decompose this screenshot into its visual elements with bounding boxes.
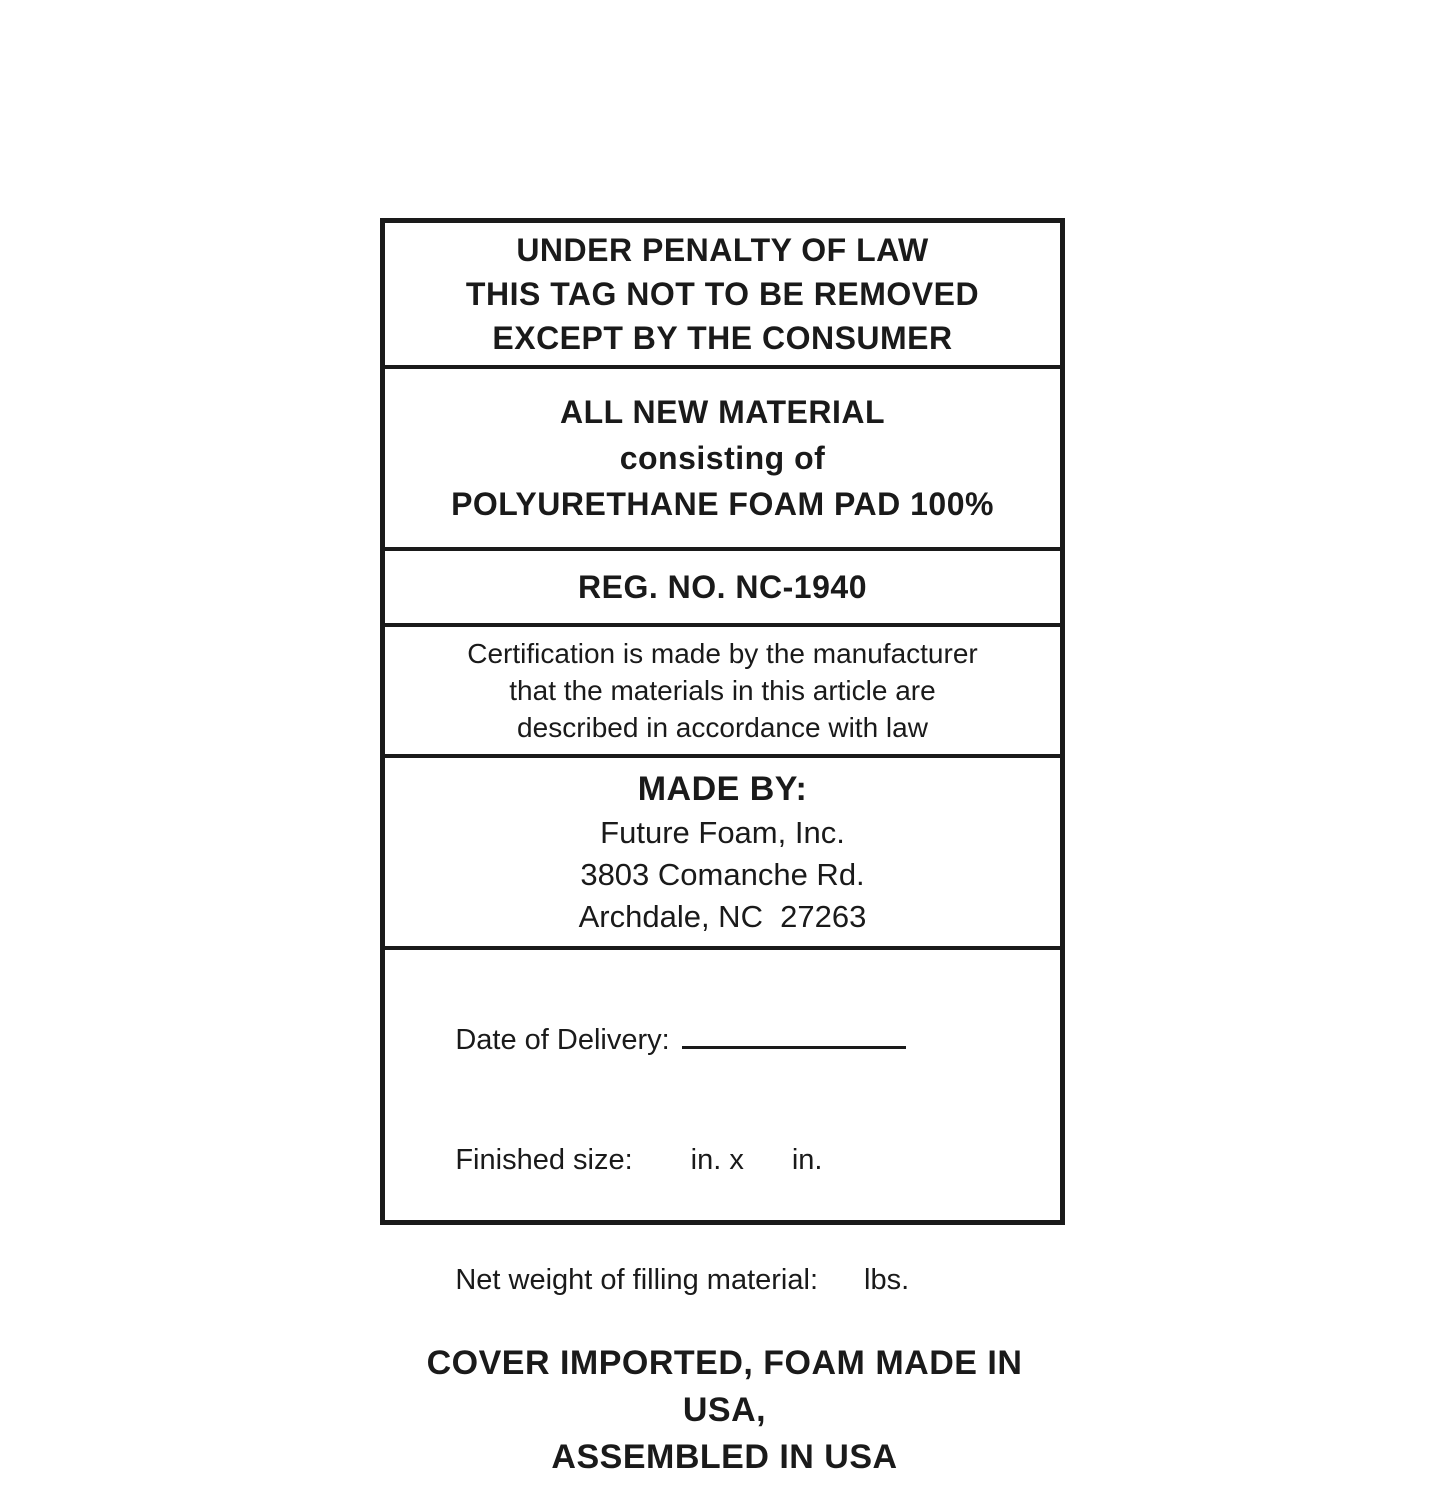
date-of-delivery-label: Date of Delivery: bbox=[455, 1024, 670, 1056]
reg-no-section bbox=[385, 547, 1060, 623]
origin-line-1: COVER IMPORTED, FOAM MADE IN USA, bbox=[426, 1344, 1033, 1429]
material-line-2: consisting of bbox=[619, 440, 826, 476]
certification-line-2: that the materials in this article are bbox=[509, 675, 936, 706]
certification-line-3: described in accordance with law bbox=[517, 712, 928, 743]
law-label bbox=[380, 218, 1065, 1476]
penalty-notice-section bbox=[385, 223, 1060, 365]
origin-statement bbox=[407, 1340, 1042, 1485]
material-line-1: ALL NEW MATERIAL bbox=[560, 394, 885, 430]
certification-line-1: Certification is made by the manufacturer bbox=[467, 638, 978, 669]
made-by-city: Archdale, NC 27263 bbox=[578, 899, 867, 934]
material-line-3: POLYURETHANE FOAM PAD 100% bbox=[451, 486, 994, 522]
made-by-section bbox=[385, 754, 1060, 946]
date-of-delivery-line bbox=[407, 976, 1042, 1100]
finished-size-unit-1: in. x bbox=[690, 1144, 744, 1176]
net-weight-line bbox=[407, 1220, 1042, 1340]
material-section bbox=[385, 365, 1060, 547]
made-by-street: 3803 Comanche Rd. bbox=[580, 857, 865, 892]
finished-size-line bbox=[407, 1100, 1042, 1220]
penalty-line-1: UNDER PENALTY OF LAW bbox=[516, 232, 929, 268]
made-by-company: Future Foam, Inc. bbox=[600, 815, 845, 850]
finished-size-unit-2: in. bbox=[791, 1144, 823, 1176]
net-weight-label: Net weight of filling material: bbox=[455, 1264, 818, 1296]
penalty-line-3: EXCEPT BY THE CONSUMER bbox=[492, 320, 953, 356]
certification-section bbox=[385, 623, 1060, 754]
penalty-line-2: THIS TAG NOT TO BE REMOVED bbox=[465, 276, 980, 312]
origin-line-2: ASSEMBLED IN USA bbox=[551, 1438, 898, 1476]
finished-size-label: Finished size: bbox=[455, 1144, 633, 1176]
net-weight-unit: lbs. bbox=[864, 1264, 910, 1296]
details-section bbox=[385, 946, 1060, 1499]
reg-no-text: REG. NO. NC-1940 bbox=[578, 568, 867, 605]
made-by-heading: MADE BY: bbox=[637, 770, 808, 808]
date-of-delivery-blank bbox=[682, 1016, 906, 1049]
